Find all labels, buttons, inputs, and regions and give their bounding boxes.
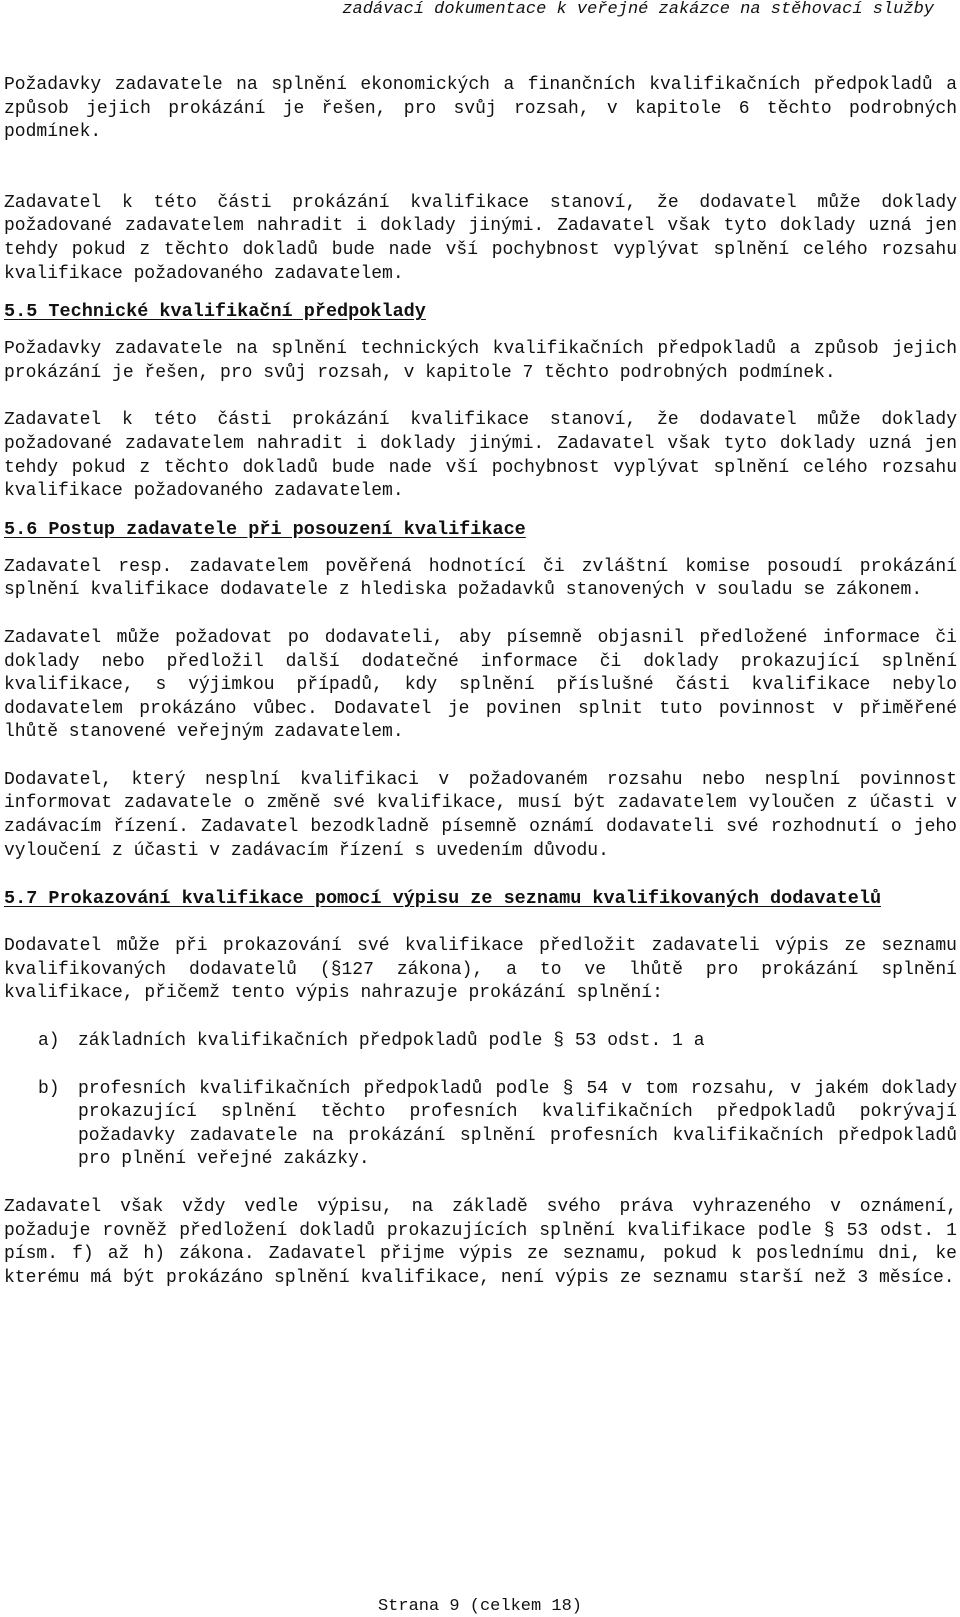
list-marker: a) xyxy=(38,1031,60,1052)
list-text: základních kvalifikačních předpokladů podle § 53 odst. 1 a xyxy=(78,1031,705,1052)
paragraph-economic-requirements: Požadavky zadavatele na splnění ekonomických a finančních kvalifikačních předpokladů a způsob jejich prokázání je řešen, pro svůj rozsah, v kapitole 6 těchto podrobných podmínek. xyxy=(4,75,957,143)
section-heading-5-7: 5.7 Prokazování kvalifikace pomocí výpisu ze seznamu kvalifikovaných dodavatelů xyxy=(4,888,882,910)
paragraph-additional-documents: Zadavatel však vždy vedle výpisu, na základě svého práva vyhrazeného v oznámení, požaduje rovněž předložení dokladů prokazujících splnění kvalifikace podle § 53 odst. 1 písm. f) až h) zákona. Zadavatel přijme výpis ze seznamu, pokud k poslednímu dni, ke kterému má být prokázáno splnění kvalifikace, není výpis ze seznamu starší než 3 měsíce. xyxy=(4,1197,957,1288)
paragraph-technical-substitution: Zadavatel k této části prokázání kvalifikace stanoví, že dodavatel může doklady požadované zadavatelem nahradit i doklady jinými. Zadavatel však tyto doklady uzná jen tehdy pokud z těchto dokladů bude nade vší pochybnost vyplývat splnění celého rozsahu kvalifikace požadovaného zadavatelem. xyxy=(4,410,957,502)
paragraph-assessment: Zadavatel resp. zadavatelem pověřená hodnotící či zvláštní komise posoudí prokázání splnění kvalifikace dodavatele z hlediska požadavků stanovených v souladu se zákonem. xyxy=(4,556,957,601)
document-body xyxy=(4,74,957,1290)
paragraph-exclusion: Dodavatel, který nesplní kvalifikaci v požadovaném rozsahu nebo nesplní povinnost informovat zadavatele o změně své kvalifikace, musí být zadavatelem vyloučen z účasti v zadávacím řízení. Zadavatel bezodkladně písemně oznámí dodavateli své rozhodnutí o jeho vyloučení z účasti v zadávacím řízení s uvedením důvodu. xyxy=(4,769,957,861)
list-marker: b) xyxy=(38,1078,60,1099)
list-item xyxy=(4,1030,957,1054)
paragraph-qualified-list: Dodavatel může při prokazování své kvalifikace předložit zadavateli výpis ze seznamu kvalifikovaných dodavatelů (§127 zákona), a to ve lhůtě pro prokázání splnění kvalifikace, přičemž tento výpis nahrazuje prokázání splnění: xyxy=(4,936,957,1004)
list-text: profesních kvalifikačních předpokladů podle § 54 v tom rozsahu, v jakém doklady prokazující splnění těchto profesních kvalifikačních předpokladů pokrývají požadavky zadavatele na prokázání splnění profesních kvalifikačních předpokladů pro plnění veřejné zakázky. xyxy=(78,1078,957,1170)
section-heading-5-6: 5.6 Postup zadavatele při posouzení kvalifikace xyxy=(4,518,526,540)
section-heading-5-5: 5.5 Technické kvalifikační předpoklady xyxy=(4,301,426,323)
list-item xyxy=(4,1078,957,1172)
paragraph-clarification: Zadavatel může požadovat po dodavateli, aby písemně objasnil předložené informace či doklady nebo předložil další dodatečné informace či doklady prokazující splnění kvalifikace, s výjimkou případů, kdy splnění příslušné části kvalifikace nebylo dodavatelem prokázáno vůbec. Dodavatel je povinen splnit tuto povinnost v přiměřené lhůtě stanovené veřejným zadavatelem. xyxy=(4,627,957,743)
page-header: zadávací dokumentace k veřejné zakázce na stěhovací služby xyxy=(342,0,934,19)
paragraph-economic-substitution: Zadavatel k této části prokázání kvalifikace stanoví, že dodavatel může doklady požadované zadavatelem nahradit i doklady jinými. Zadavatel však tyto doklady uzná jen tehdy pokud z těchto dokladů bude nade vší pochybnost vyplývat splnění celého rozsahu kvalifikace požadovaného zadavatelem. xyxy=(4,192,957,284)
paragraph-technical-requirements: Požadavky zadavatele na splnění technických kvalifikačních předpokladů a způsob jejich prokázání je řešen, pro svůj rozsah, v kapitole 7 těchto podrobných podmínek. xyxy=(4,339,957,383)
page-number: Strana 9 (celkem 18) xyxy=(377,1597,583,1616)
